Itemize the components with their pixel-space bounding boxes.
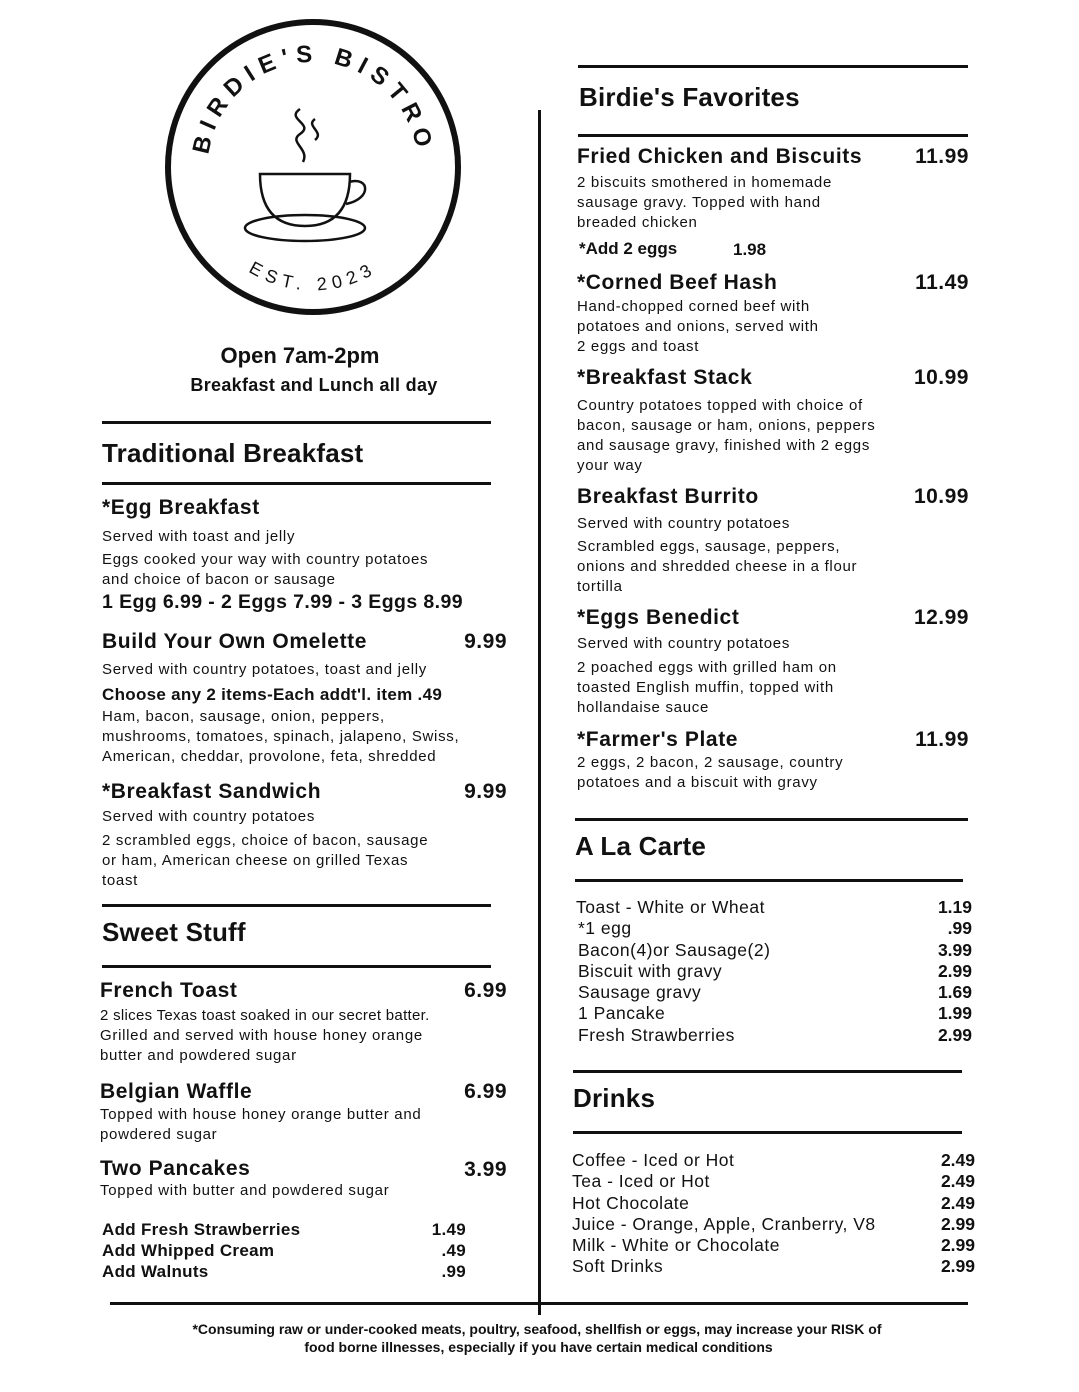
item-name: French Toast bbox=[100, 979, 238, 1002]
divider bbox=[573, 1131, 962, 1134]
item-desc: and choice of bacon or sausage bbox=[102, 571, 336, 588]
item-desc: Served with country potatoes bbox=[102, 808, 316, 825]
item-price: 10.99 bbox=[913, 366, 969, 389]
drink-price: 2.99 bbox=[940, 1256, 975, 1277]
divider bbox=[102, 904, 491, 907]
item-desc: 2 slices Texas toast soaked in our secret batter. bbox=[100, 1007, 430, 1024]
drink-price: 2.49 bbox=[940, 1171, 975, 1192]
item-desc: potatoes and a biscuit with gravy bbox=[577, 774, 818, 791]
item-desc: Served with country potatoes, toast and jelly bbox=[102, 661, 427, 678]
item-desc: Ham, bacon, sausage, onion, peppers, bbox=[102, 708, 385, 725]
item-addon-price: 1.98 bbox=[733, 240, 767, 259]
disclaimer-line-1: *Consuming raw or under-cooked meats, poultry, seafood, shellfish or eggs, may increase your RISK of bbox=[192, 1321, 882, 1337]
item-desc: Served with country potatoes bbox=[577, 515, 791, 532]
addon-label: Add Walnuts bbox=[102, 1262, 209, 1281]
item-desc: 2 biscuits smothered in homemade bbox=[577, 174, 833, 191]
item-price: 9.99 bbox=[464, 630, 507, 653]
item-desc: or ham, American cheese on grilled Texas bbox=[102, 852, 409, 869]
item-desc: and sausage gravy, finished with 2 eggs bbox=[577, 437, 871, 454]
item-desc: powdered sugar bbox=[100, 1126, 218, 1143]
drink-label: Milk - White or Chocolate bbox=[572, 1235, 780, 1256]
item-name: *Breakfast Stack bbox=[577, 366, 753, 389]
carte-label: *1 egg bbox=[578, 918, 632, 939]
item-choose: Choose any 2 items-Each addt'l. item .49 bbox=[102, 685, 443, 704]
drink-row bbox=[572, 1193, 975, 1214]
addon-price: .99 bbox=[441, 1262, 466, 1281]
item-desc: 2 poached eggs with grilled ham on bbox=[577, 659, 837, 676]
item-desc: 2 scrambled eggs, choice of bacon, sausage bbox=[102, 832, 429, 849]
svg-text:BIRDIE'S BISTRO bbox=[188, 41, 439, 157]
section-title-favorites: Birdie's Favorites bbox=[579, 82, 800, 112]
addon-price: 1.49 bbox=[431, 1220, 466, 1239]
section-title-carte: A La Carte bbox=[575, 831, 707, 861]
addon-price: .49 bbox=[441, 1241, 466, 1260]
hours-open: Open 7am-2pm bbox=[220, 343, 380, 368]
carte-label: Fresh Strawberries bbox=[578, 1024, 735, 1045]
item-name: Breakfast Burrito bbox=[577, 485, 759, 508]
carte-price: 1.99 bbox=[937, 1003, 972, 1024]
item-name: Two Pancakes bbox=[100, 1157, 251, 1180]
item-desc: your way bbox=[577, 457, 643, 474]
item-price: 12.99 bbox=[913, 606, 969, 629]
drink-price: 2.99 bbox=[940, 1213, 975, 1234]
carte-price: 1.69 bbox=[937, 982, 972, 1003]
drink-label: Tea - Iced or Hot bbox=[572, 1171, 710, 1192]
item-desc: Served with country potatoes bbox=[577, 635, 791, 652]
item-price: 11.99 bbox=[915, 145, 969, 168]
drink-row bbox=[572, 1214, 975, 1235]
item-desc: Topped with butter and powdered sugar bbox=[100, 1182, 390, 1199]
carte-label: 1 Pancake bbox=[578, 1003, 666, 1024]
drink-row bbox=[572, 1171, 975, 1192]
item-desc: 2 eggs and toast bbox=[577, 338, 700, 355]
divider bbox=[573, 1070, 962, 1073]
drink-label: Juice - Orange, Apple, Cranberry, V8 bbox=[572, 1213, 876, 1234]
svg-text:EST. 2023 bbox=[246, 257, 380, 294]
item-desc: mushrooms, tomatoes, spinach, jalapeno, Swiss, bbox=[102, 728, 460, 745]
divider bbox=[575, 879, 963, 882]
logo-est: EST. 2023 bbox=[245, 257, 381, 295]
carte-list bbox=[576, 897, 972, 1046]
item-name: *Corned Beef Hash bbox=[577, 271, 778, 294]
bistro-logo bbox=[160, 14, 466, 320]
item-desc: Eggs cooked your way with country potatoes bbox=[102, 551, 429, 568]
drink-price: 2.49 bbox=[940, 1150, 975, 1170]
hours-note: Breakfast and Lunch all day bbox=[190, 375, 438, 395]
drink-label: Hot Chocolate bbox=[572, 1192, 690, 1213]
drink-row bbox=[572, 1235, 975, 1256]
item-name: Fried Chicken and Biscuits bbox=[577, 145, 863, 168]
item-name: *Farmer's Plate bbox=[577, 728, 739, 751]
carte-row bbox=[576, 940, 972, 961]
item-desc: potatoes and onions, served with bbox=[577, 318, 819, 335]
item-desc: sausage gravy. Topped with hand bbox=[577, 194, 821, 211]
item-name: *Breakfast Sandwich bbox=[102, 780, 322, 803]
item-name: Belgian Waffle bbox=[100, 1080, 253, 1103]
item-desc: toasted English muffin, topped with bbox=[577, 679, 834, 696]
carte-price: 1.19 bbox=[937, 897, 972, 917]
carte-label: Sausage gravy bbox=[578, 982, 702, 1003]
divider bbox=[578, 134, 968, 137]
section-title-sweet: Sweet Stuff bbox=[102, 917, 246, 947]
item-desc: butter and powdered sugar bbox=[100, 1047, 297, 1064]
divider bbox=[102, 482, 491, 485]
drink-label: Coffee - Iced or Hot bbox=[572, 1150, 735, 1170]
coffee-cup-icon bbox=[245, 109, 365, 241]
item-desc: Hand-chopped corned beef with bbox=[577, 298, 810, 315]
addon-list bbox=[102, 1219, 466, 1282]
item-desc: Served with toast and jelly bbox=[102, 528, 296, 545]
carte-row bbox=[576, 918, 972, 939]
item-desc: onions and shredded cheese in a flour bbox=[577, 558, 858, 575]
drink-price: 2.49 bbox=[940, 1192, 975, 1213]
item-desc: Topped with house honey orange butter and bbox=[100, 1106, 422, 1123]
item-desc: Grilled and served with house honey orange bbox=[100, 1027, 423, 1044]
item-price: 3.99 bbox=[464, 1158, 507, 1181]
item-name: *Egg Breakfast bbox=[102, 496, 260, 519]
drink-row bbox=[572, 1256, 975, 1277]
divider bbox=[575, 818, 968, 821]
item-price: 10.99 bbox=[913, 485, 969, 508]
item-desc: American, cheddar, provolone, feta, shredded bbox=[102, 748, 437, 765]
drink-label: Soft Drinks bbox=[572, 1256, 664, 1277]
item-desc: hollandaise sauce bbox=[577, 699, 709, 716]
item-price-options: 1 Egg 6.99 - 2 Eggs 7.99 - 3 Eggs 8.99 bbox=[102, 591, 463, 613]
item-price: 9.99 bbox=[464, 780, 507, 803]
section-title-drinks: Drinks bbox=[573, 1083, 656, 1113]
disclaimer-line-2: food borne illnesses, especially if you have certain medical conditions bbox=[304, 1339, 773, 1355]
carte-label: Toast - White or Wheat bbox=[576, 897, 765, 917]
divider bbox=[110, 1302, 968, 1305]
item-price: 6.99 bbox=[464, 1080, 507, 1103]
item-price: 11.99 bbox=[915, 728, 969, 751]
carte-label: Bacon(4)or Sausage(2) bbox=[578, 939, 771, 960]
carte-row bbox=[576, 1003, 972, 1024]
item-price: 11.49 bbox=[915, 271, 969, 294]
carte-row bbox=[576, 1025, 972, 1046]
item-desc: Country potatoes topped with choice of bbox=[577, 397, 863, 414]
addon-row bbox=[102, 1261, 466, 1282]
item-price: 6.99 bbox=[464, 979, 507, 1002]
carte-price: 3.99 bbox=[937, 939, 972, 960]
item-desc: breaded chicken bbox=[577, 214, 698, 231]
section-title-traditional: Traditional Breakfast bbox=[102, 438, 364, 468]
addon-row bbox=[102, 1240, 466, 1261]
divider bbox=[102, 965, 491, 968]
addon-label: Add Fresh Strawberries bbox=[102, 1220, 301, 1239]
logo-name: BIRDIE'S BISTRO bbox=[187, 40, 439, 157]
carte-row bbox=[576, 961, 972, 982]
divider bbox=[578, 65, 968, 68]
carte-price: .99 bbox=[947, 918, 972, 939]
addon-row bbox=[102, 1219, 466, 1240]
drinks-list bbox=[572, 1150, 975, 1278]
column-divider bbox=[538, 110, 541, 1315]
carte-row bbox=[576, 897, 972, 918]
item-desc: bacon, sausage or ham, onions, peppers bbox=[577, 417, 876, 434]
item-desc: Scrambled eggs, sausage, peppers, bbox=[577, 538, 841, 555]
carte-price: 2.99 bbox=[937, 960, 972, 981]
divider bbox=[102, 421, 491, 424]
item-name: Build Your Own Omelette bbox=[102, 630, 368, 653]
item-desc: toast bbox=[102, 872, 139, 889]
carte-row bbox=[576, 982, 972, 1003]
item-desc: tortilla bbox=[577, 578, 623, 595]
item-addon: *Add 2 eggs bbox=[579, 239, 678, 258]
carte-price: 2.99 bbox=[937, 1024, 972, 1045]
addon-label: Add Whipped Cream bbox=[102, 1241, 275, 1260]
drink-row bbox=[572, 1150, 975, 1171]
carte-label: Biscuit with gravy bbox=[578, 960, 723, 981]
drink-price: 2.99 bbox=[940, 1235, 975, 1256]
item-name: *Eggs Benedict bbox=[577, 606, 740, 629]
item-desc: 2 eggs, 2 bacon, 2 sausage, country bbox=[577, 754, 844, 771]
